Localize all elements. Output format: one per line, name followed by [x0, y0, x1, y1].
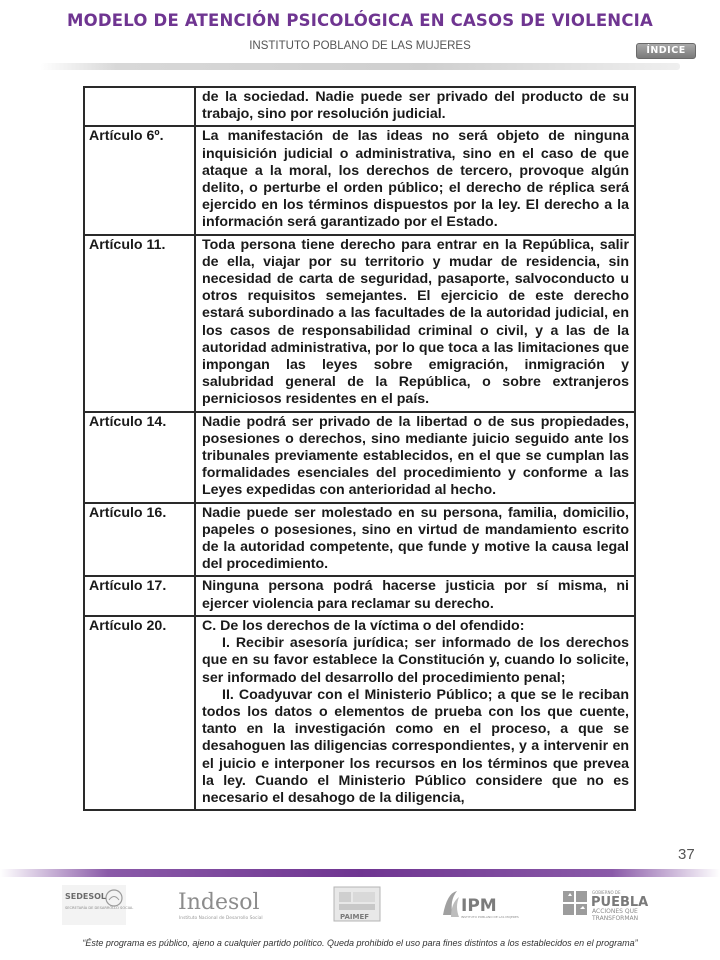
article-number: Artículo 11.: [84, 235, 195, 412]
article-number: [84, 87, 195, 126]
articles-table: [83, 86, 636, 811]
puebla-sub1: ACCIONES QUE: [592, 908, 638, 915]
article-number: Artículo 14.: [84, 412, 195, 503]
article-number: Artículo 17.: [84, 576, 195, 615]
table-row: [84, 235, 635, 412]
article-number: Artículo 16.: [84, 503, 195, 577]
ipm-sub: INSTITUTO POBLANO DE LAS MUJERES: [461, 915, 519, 919]
indesol-name: Indesol: [178, 890, 260, 915]
puebla-name: PUEBLA: [591, 895, 649, 910]
table-row: [84, 616, 635, 810]
table-row: [84, 576, 635, 615]
table-row: [84, 412, 635, 503]
footer-disclaimer: “Éste programa es público, ajeno a cualquier partido político. Queda prohibido el uso para fines distintos a los establecidos en el programa”: [82, 938, 638, 948]
ipm-name: IPM: [461, 896, 497, 916]
article-text: [195, 616, 635, 810]
article-text: de la sociedad. Nadie puede ser privado del producto de su trabajo, sino por resolución judicial.: [195, 87, 635, 126]
article-text: Nadie puede ser molestado en su persona, familia, domicilio, papeles o posesiones, sino en virtud de mandamiento escrito de la autoridad competente, que funde y motive la causa legal del procedimiento.: [195, 503, 635, 577]
puebla-sub2: TRANSFORMAN: [592, 915, 639, 922]
article-text: Nadie podrá ser privado de la libertad o de sus propiedades, posesiones o derechos, sino mediante juicio seguido ante los tribunales previamente establecidos, en el que se cumplan las formalidades esenciales del procedimiento y conforme a las Leyes expedidas con anterioridad al hecho.: [195, 412, 635, 503]
article-number: Artículo 6º.: [84, 126, 195, 234]
article-paragraph: II. Coadyuvar con el Ministerio Público; a que se le reciban todos los datos o elementos de prueba con los que cuente, tanto en la investigación como en el proceso, a que se desahoguen las diligencias correspondientes, y a intervenir en el juicio e interponer los recursos en los términos que prevea la ley. Cuando el Ministerio Público considere que no es necesario el desahogo de la diligencia,: [202, 686, 629, 806]
paimef-logo: [333, 885, 381, 925]
page-number: 37: [678, 846, 695, 863]
index-button[interactable]: ÍNDICE: [636, 43, 696, 59]
sedesol-name: SEDESOL: [65, 892, 106, 901]
paimef-name: PAIMEF: [340, 913, 370, 921]
puebla-logo: [561, 885, 661, 925]
page-header-title: MODELO DE ATENCIÓN PSICOLÓGICA EN CASOS DE VIOLENCIA: [67, 11, 653, 30]
table-row: [84, 87, 635, 126]
indesol-logo: [170, 885, 280, 925]
puebla-top: GOBIERNO DE: [592, 890, 621, 895]
page-header-subtitle: INSTITUTO POBLANO DE LAS MUJERES: [249, 40, 471, 52]
footer-divider: [0, 869, 720, 877]
article-paragraph: C. De los derechos de la víctima o del ofendido:: [202, 617, 525, 634]
table-row: [84, 503, 635, 577]
article-text: Toda persona tiene derecho para entrar en la República, salir de ella, viajar por su territorio y mudar de residencia, sin necesidad de carta de seguridad, pasaporte, salvoconducto u otros requisitos semejantes. El ejercicio de este derecho estará subordinado a las facultades de la autoridad judicial, en los casos de responsabilidad criminal o civil, y a las de la autoridad administrativa, por lo que toca a las limitaciones que impongan las leyes sobre emigración, inmigración y salubridad general de la República, o sobre extranjeros perniciosos residentes en el país.: [195, 235, 635, 412]
article-text: La manifestación de las ideas no será objeto de ninguna inquisición judicial o administrativa, sino en el caso de que ataque a la moral, los derechos de tercero, provoque algún delito, o perturbe el orden público; el derecho de réplica será ejercido en los términos dispuestos por la ley. El derecho a la información será garantizado por el Estado.: [195, 126, 635, 234]
table-row: [84, 126, 635, 234]
header-divider: [40, 63, 680, 70]
indesol-sub: Instituto Nacional de Desarrollo Social: [179, 916, 263, 921]
article-number: Artículo 20.: [84, 616, 195, 810]
article-paragraph: I. Recibir asesoría jurídica; ser informado de los derechos que en su favor establece la Constitución y, cuando lo solicite, ser informado del desarrollo del procedimiento penal;: [202, 635, 629, 686]
article-text: Ninguna persona podrá hacerse justicia por sí misma, ni ejercer violencia para reclamar su derecho.: [195, 576, 635, 615]
sedesol-sub: SECRETARÍA DE DESARROLLO SOCIAL: [65, 906, 134, 910]
ipm-logo: [437, 885, 519, 925]
sedesol-logo: [62, 885, 134, 925]
